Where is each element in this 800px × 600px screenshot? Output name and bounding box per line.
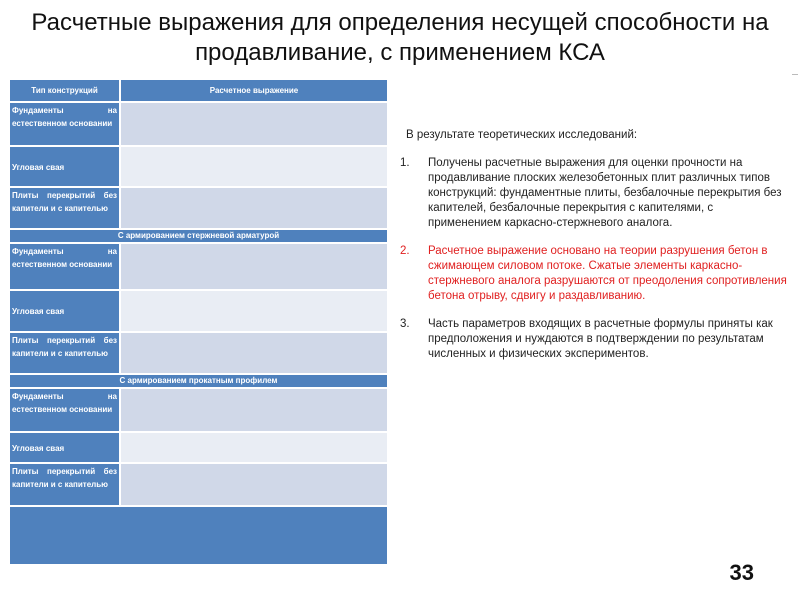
table-row bbox=[10, 433, 387, 464]
formula-cell bbox=[121, 147, 387, 186]
formula-cell bbox=[121, 103, 387, 145]
row-label: Плиты перекрытий без капители и с капителью bbox=[12, 191, 117, 213]
formula-cell bbox=[121, 291, 387, 331]
table-footer bbox=[10, 507, 387, 564]
header-type: Тип конструкций bbox=[10, 80, 121, 101]
list-item: 2. Расчетное выражение основано на теории разрушения бетон в сжимающем силовом потоке. Сжатые элементы каркасно-стержневого аналога разрушаются от преодоления сопротивления бетона отрыву, сдвигу и раздавливанию. bbox=[400, 245, 787, 302]
header-formula: Расчетное выражение bbox=[209, 86, 299, 95]
divider bbox=[792, 74, 798, 75]
conclusions bbox=[398, 128, 788, 375]
slide-title: Расчетные выражения для определения несущей способности на продавливание, с применением КСА bbox=[31, 9, 769, 66]
table-row bbox=[10, 464, 387, 507]
row-label: Плиты перекрытий без капители и с капителью bbox=[12, 467, 117, 489]
formula-cell bbox=[121, 433, 387, 462]
table-row bbox=[10, 389, 387, 433]
intro-text: В результате теоретических исследований: bbox=[406, 129, 638, 141]
row-label: Угловая свая bbox=[12, 162, 65, 172]
row-label: Фундаменты на естественном основании bbox=[12, 106, 117, 128]
list-item: 3. Часть параметров входящих в расчетные формулы приняты как предположения и нуждаются в подтверждении по результатам численных и физических экспериментов. bbox=[400, 318, 773, 360]
table-row bbox=[10, 333, 387, 375]
table-row bbox=[10, 188, 387, 230]
row-label: Фундаменты на естественном основании bbox=[12, 392, 117, 414]
table-row bbox=[10, 291, 387, 333]
table-row bbox=[10, 244, 387, 291]
formula-cell bbox=[121, 464, 387, 505]
page-number: 33 bbox=[729, 560, 754, 585]
table-row bbox=[10, 103, 387, 147]
formula-cell bbox=[121, 244, 387, 289]
section-header: С армированием прокатным профилем bbox=[10, 375, 387, 389]
table-header bbox=[10, 80, 387, 103]
row-label: Угловая свая bbox=[12, 443, 65, 453]
formula-cell bbox=[121, 188, 387, 228]
section-header: С армированием стержневой арматурой bbox=[10, 230, 387, 244]
table-row bbox=[10, 147, 387, 188]
list-item: 1. Получены расчетные выражения для оценки прочности на продавливание плоских железобетонных плит различных типов конструкций: фундаментные плиты, безбалочные перекрытия без капителей, безбалочные перекрытия с капителями, с применением каркасно-стержневого аналога. bbox=[400, 157, 782, 229]
row-label: Фундаменты на естественном основании bbox=[12, 247, 117, 269]
formula-cell bbox=[121, 389, 387, 431]
formula-cell bbox=[121, 333, 387, 373]
row-label: Угловая свая bbox=[12, 307, 65, 316]
formula-table bbox=[10, 80, 387, 564]
row-label: Плиты перекрытий без капители и с капителью bbox=[12, 336, 117, 358]
